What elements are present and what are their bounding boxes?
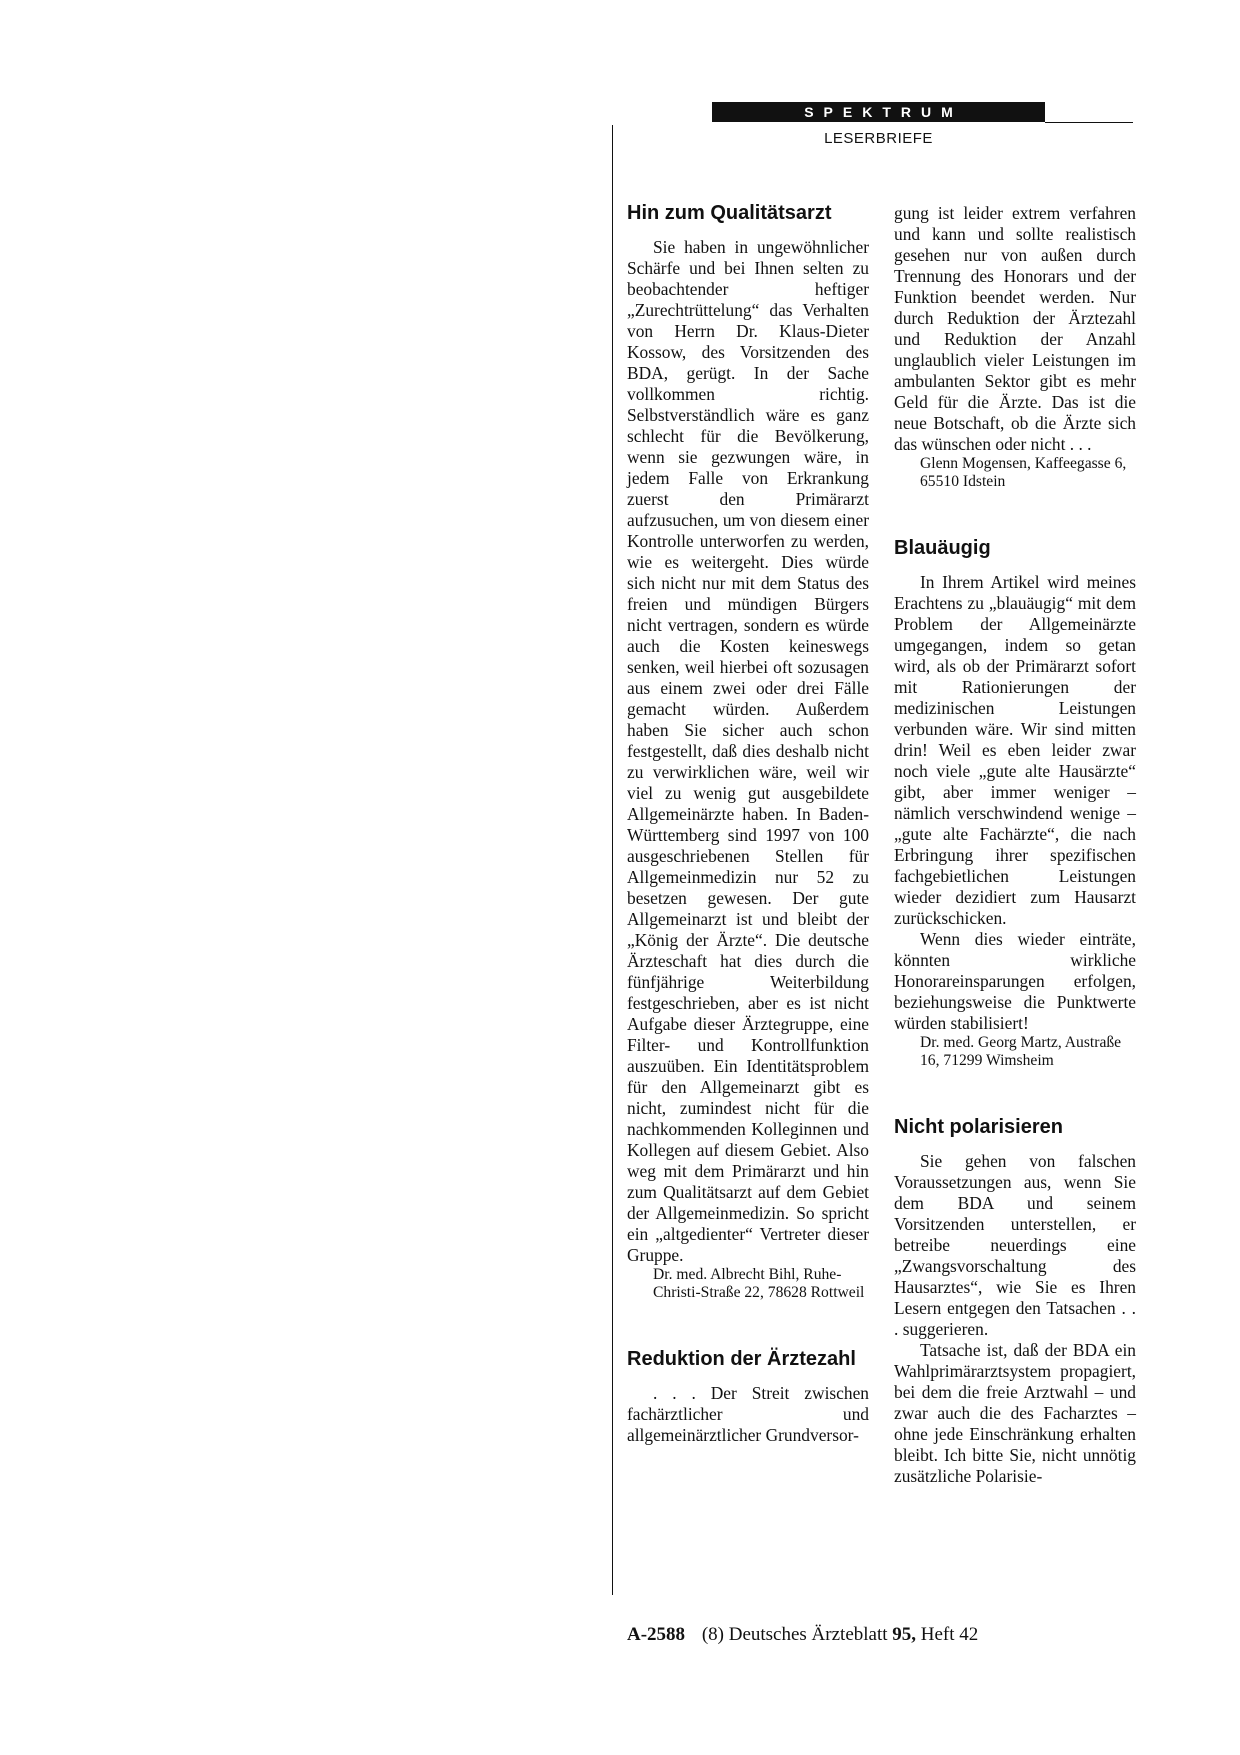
article-heading: Blauäugig: [894, 537, 991, 559]
letter-signature: Glenn Mogensen, Kaffeegasse 6, 65510 Idstein: [920, 455, 1127, 490]
article-paragraph: . . . Der Streit zwischen fachärztlicher und allgemeinärztlicher Grundversor-: [627, 1383, 869, 1445]
article-paragraph: Sie haben in ungewöhnlicher Schärfe und bei Ihnen selten zu beobachtender heftiger „Zurechtrüttelung“ das Verhalten von Herrn Dr. Klaus-Dieter Kossow, des Vorsitzenden des BDA, gerügt. In der Sache vollkommen richtig. Selbstverständlich wäre es ganz schlecht für die Bevölkerung, wenn sie gezwungen wäre, in jedem Falle von Erkrankung zuerst den Primärarzt aufzusuchen, um von diesem einer Kontrolle unterworfen zu werden, wie es weitergeht. Dies würde sich nicht nur mit dem Status des freien und mündigen Bürgers nicht vertragen, sondern es würde auch die Kosten keineswegs senken, weil hierbei oft sozusagen aus einem zwei oder drei Fälle gemacht würden. Außerdem haben Sie sicher auch schon festgestellt, daß dies deshalb nicht zu verwirklichen wäre, weil wir viel zu wenig gut ausgebildete Allgemeinärzte haben. In Baden-Württemberg sind 1997 von 100 ausgeschriebenen Stellen für Allgemeinmedizin nur 52 zu besetzen gewesen. Der gute Allgemeinarzt ist und bleibt der „König der Ärzte“. Die deutsche Ärzteschaft hat dies durch die fünfjährige Weiterbildung festgeschrieben, aber es ist nicht Aufgabe dieser Ärztegruppe, eine Filter- und Kontrollfunktion auszuüben. Ein Identitätsproblem für den Allgemeinarzt gibt es nicht, zumindest nicht für die nachkommenden Kolleginnen und Kollegen auf diesem Gebiet. Also weg mit dem Primärarzt und hin zum Qualitätsarzt auf dem Gebiet der Allgemeinmedizin. So spricht ein „altgedienter“ Vertreter dieser Gruppe.: [627, 237, 869, 1265]
page-footer: [627, 1624, 978, 1646]
article-heading: Hin zum Qualitätsarzt: [627, 202, 832, 224]
issue-number: Heft 42: [920, 1624, 979, 1645]
article-paragraph: Sie gehen von falschen Voraussetzungen aus, wenn Sie dem BDA und seinem Vorsitzenden unterstellen, er betreibe neuerdings eine „Zwangsvorschaltung des Hausarztes“, wie Sie es Ihren Lesern entgegen den Tatsachen . . . suggerieren.: [894, 1151, 1136, 1339]
article-paragraph: In Ihrem Artikel wird meines Erachtens zu „blauäugig“ mit dem Problem der Allgemeinärzte umgegangen, indem so getan wird, als ob der Primärarzt sofort mit Rationierungen der medizinischen Leistungen verbunden wäre. Wir sind mitten drin! Weil es eben leider zwar noch viele „gute alte Hausärzte“ gibt, aber immer weniger – nämlich verschwindend wenige – „gute alte Fachärzte“, die nach Erbringung ihrer spezifischen fachgebietlichen Leistungen wieder dezidiert zum Hausarzt zurückschicken.: [894, 572, 1136, 928]
article-paragraph: Tatsache ist, daß der BDA ein Wahlprimärarztsystem propagiert, bei dem die freie Arztwahl – und zwar auch die des Facharztes – ohne jede Einschränkung erhalten bleibt. Ich bitte Sie, nicht unnötig zusätzliche Polarisie-: [894, 1340, 1136, 1486]
column-rule: [612, 125, 613, 1595]
article-heading: Nicht polarisieren: [894, 1116, 1063, 1138]
letter-signature: Dr. med. Georg Martz, Austraße 16, 71299 Wimsheim: [920, 1034, 1122, 1069]
volume-number: 95,: [892, 1624, 917, 1645]
section-label: LESERBRIEFE: [824, 130, 933, 147]
article-heading: Reduktion der Ärztezahl: [627, 1348, 856, 1370]
letter-signature: Dr. med. Albrecht Bihl, Ruhe-Christi-Straße 22, 78628 Rottweil: [653, 1266, 865, 1301]
section-header-bar: SPEKTRUM: [712, 102, 1045, 122]
header-rule: [1045, 122, 1133, 123]
publication-name: (8) Deutsches Ärzteblatt: [701, 1624, 888, 1645]
right-column: [894, 203, 1136, 1487]
article-paragraph: Wenn dies wieder einträte, könnten wirkliche Honorareinsparungen erfolgen, beziehungsweise die Punktwerte würden stabilisiert!: [894, 929, 1136, 1033]
page-number: A-2588: [627, 1624, 686, 1645]
article-paragraph: gung ist leider extrem verfahren und kann und sollte realistisch gesehen nur von außen durch Trennung des Honorars und der Funktion beendet werden. Nur durch Reduktion der Ärztezahl und Reduktion der Anzahl unglaublich vieler Leistungen im ambulanten Sektor gibt es mehr Geld für die Ärzte. Das ist die neue Botschaft, ob die Ärzte sich das wünschen oder nicht . . .: [894, 203, 1136, 454]
left-column: [627, 200, 869, 1446]
